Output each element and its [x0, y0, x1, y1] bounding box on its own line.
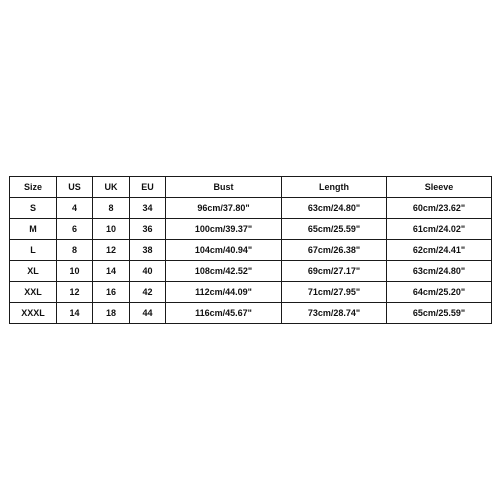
cell-uk: 14 [93, 261, 130, 282]
cell-us: 10 [57, 261, 93, 282]
header-length: Length [282, 177, 387, 198]
cell-size: XXL [10, 282, 57, 303]
header-size: Size [10, 177, 57, 198]
cell-uk: 12 [93, 240, 130, 261]
cell-eu: 44 [130, 303, 166, 324]
cell-sleeve: 65cm/25.59" [387, 303, 492, 324]
cell-sleeve: 61cm/24.02" [387, 219, 492, 240]
cell-length: 63cm/24.80" [282, 198, 387, 219]
cell-size: L [10, 240, 57, 261]
cell-eu: 36 [130, 219, 166, 240]
header-sleeve: Sleeve [387, 177, 492, 198]
table-row [10, 219, 492, 240]
cell-eu: 42 [130, 282, 166, 303]
table-row [10, 282, 492, 303]
cell-size: XL [10, 261, 57, 282]
header-eu: EU [130, 177, 166, 198]
cell-size: M [10, 219, 57, 240]
cell-sleeve: 60cm/23.62" [387, 198, 492, 219]
cell-bust: 112cm/44.09" [166, 282, 282, 303]
cell-length: 69cm/27.17" [282, 261, 387, 282]
cell-us: 4 [57, 198, 93, 219]
cell-eu: 40 [130, 261, 166, 282]
cell-length: 67cm/26.38" [282, 240, 387, 261]
header-bust: Bust [166, 177, 282, 198]
cell-length: 73cm/28.74" [282, 303, 387, 324]
cell-sleeve: 63cm/24.80" [387, 261, 492, 282]
cell-size: S [10, 198, 57, 219]
cell-uk: 10 [93, 219, 130, 240]
header-row [10, 177, 492, 198]
table-row [10, 303, 492, 324]
cell-sleeve: 62cm/24.41" [387, 240, 492, 261]
cell-length: 65cm/25.59" [282, 219, 387, 240]
cell-bust: 100cm/39.37" [166, 219, 282, 240]
cell-uk: 16 [93, 282, 130, 303]
cell-bust: 108cm/42.52" [166, 261, 282, 282]
table-row [10, 198, 492, 219]
cell-us: 6 [57, 219, 93, 240]
cell-bust: 116cm/45.67" [166, 303, 282, 324]
cell-us: 8 [57, 240, 93, 261]
header-us: US [57, 177, 93, 198]
cell-sleeve: 64cm/25.20" [387, 282, 492, 303]
cell-size: XXXL [10, 303, 57, 324]
cell-uk: 8 [93, 198, 130, 219]
cell-us: 12 [57, 282, 93, 303]
header-uk: UK [93, 177, 130, 198]
cell-uk: 18 [93, 303, 130, 324]
cell-eu: 38 [130, 240, 166, 261]
cell-bust: 104cm/40.94" [166, 240, 282, 261]
cell-length: 71cm/27.95" [282, 282, 387, 303]
cell-eu: 34 [130, 198, 166, 219]
table-row [10, 261, 492, 282]
table-row [10, 240, 492, 261]
cell-bust: 96cm/37.80" [166, 198, 282, 219]
cell-us: 14 [57, 303, 93, 324]
size-chart-table [9, 176, 492, 324]
